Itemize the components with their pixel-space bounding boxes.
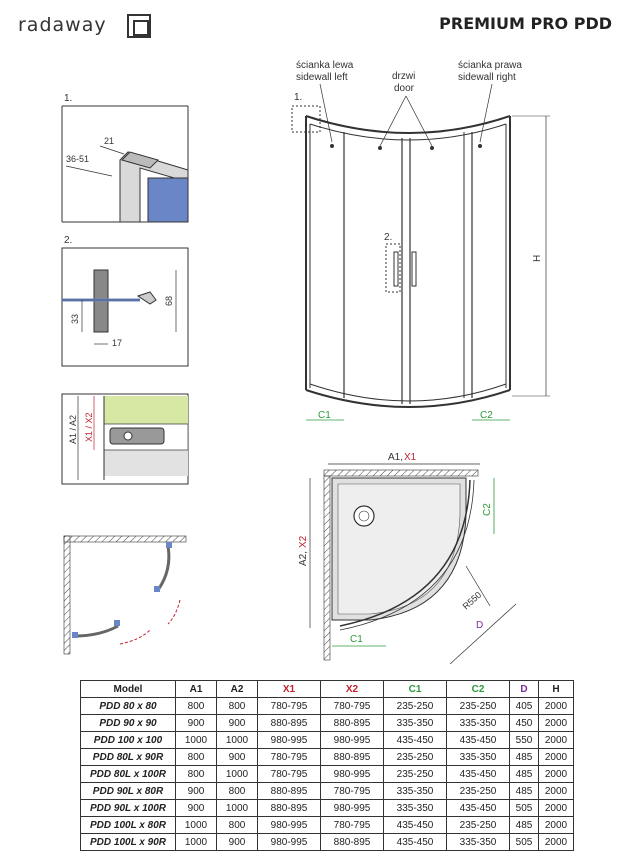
table-cell-h: 2000 — [539, 817, 574, 834]
col-c2: C2 — [447, 681, 510, 698]
table-cell-c1: 435-450 — [384, 817, 447, 834]
table-cell-x2: 980-995 — [321, 800, 384, 817]
table-cell-x1: 880-895 — [258, 715, 321, 732]
table-cell-h: 2000 — [539, 715, 574, 732]
table-row — [81, 834, 574, 851]
detail-3 — [62, 394, 188, 484]
front-view — [292, 60, 550, 421]
table-cell-c1: 235-250 — [384, 749, 447, 766]
table-cell-d: 485 — [510, 817, 539, 834]
table-cell-c2: 235-250 — [447, 817, 510, 834]
table-cell-d: 450 — [510, 715, 539, 732]
detail-2 — [62, 235, 188, 366]
plan-dim-c2: C2 — [482, 503, 493, 516]
front-dim-c1: C1 — [318, 410, 331, 421]
table-cell-a2: 1000 — [217, 800, 258, 817]
plan-dim-top-alt: X1 — [404, 452, 417, 463]
table-cell-c2: 235-250 — [447, 698, 510, 715]
table-row — [81, 732, 574, 749]
table-cell-model: PDD 90L x 80R — [81, 783, 176, 800]
table-cell-c1: 235-250 — [384, 698, 447, 715]
table-cell-x2: 880-895 — [321, 834, 384, 851]
table-cell-a2: 900 — [217, 749, 258, 766]
table-cell-a1: 1000 — [176, 817, 217, 834]
detail-1-label: 1. — [64, 93, 73, 104]
sidewall-right-label-pl: ścianka prawa — [458, 60, 522, 71]
table-cell-model: PDD 100 x 100 — [81, 732, 176, 749]
table-cell-d: 485 — [510, 749, 539, 766]
table-cell-a2: 800 — [217, 698, 258, 715]
detail-3-dim-alt: X1 / X2 — [84, 412, 94, 442]
table-row — [81, 800, 574, 817]
table-cell-a1: 800 — [176, 766, 217, 783]
plan-dim-side-main: A2, — [298, 550, 309, 566]
table-cell-x2: 980-995 — [321, 732, 384, 749]
col-d: D — [510, 681, 539, 698]
table-cell-c2: 335-350 — [447, 715, 510, 732]
table-cell-d: 485 — [510, 783, 539, 800]
table-cell-d: 405 — [510, 698, 539, 715]
table-row — [81, 766, 574, 783]
table-cell-h: 2000 — [539, 800, 574, 817]
col-a2: A2 — [217, 681, 258, 698]
spec-table-body — [81, 698, 574, 851]
table-cell-a2: 1000 — [217, 766, 258, 783]
table-cell-x1: 980-995 — [258, 817, 321, 834]
table-cell-c2: 235-250 — [447, 783, 510, 800]
table-cell-model: PDD 80L x 100R — [81, 766, 176, 783]
table-cell-model: PDD 100L x 80R — [81, 817, 176, 834]
spec-table — [80, 680, 574, 851]
table-cell-a2: 800 — [217, 783, 258, 800]
table-cell-c1: 435-450 — [384, 834, 447, 851]
col-h: H — [539, 681, 574, 698]
col-a1: A1 — [176, 681, 217, 698]
table-header-row — [81, 681, 574, 698]
table-cell-c2: 335-350 — [447, 749, 510, 766]
table-cell-c2: 335-350 — [447, 834, 510, 851]
table-cell-a1: 1000 — [176, 834, 217, 851]
table-cell-h: 2000 — [539, 749, 574, 766]
table-cell-x2: 780-795 — [321, 698, 384, 715]
table-cell-model: PDD 90 x 90 — [81, 715, 176, 732]
table-row — [81, 715, 574, 732]
table-cell-a1: 1000 — [176, 732, 217, 749]
table-cell-model: PDD 100L x 90R — [81, 834, 176, 851]
table-row — [81, 817, 574, 834]
table-cell-model: PDD 80 x 80 — [81, 698, 176, 715]
table-cell-c1: 235-250 — [384, 766, 447, 783]
front-dim-c2: C2 — [480, 410, 493, 421]
table-cell-c1: 335-350 — [384, 800, 447, 817]
table-cell-x1: 980-995 — [258, 834, 321, 851]
sidewall-right-label-en: sidewall right — [458, 72, 516, 83]
table-cell-model: PDD 80L x 90R — [81, 749, 176, 766]
table-row — [81, 749, 574, 766]
table-cell-model: PDD 90L x 100R — [81, 800, 176, 817]
table-cell-a1: 900 — [176, 783, 217, 800]
table-cell-h: 2000 — [539, 783, 574, 800]
col-model: Model — [81, 681, 176, 698]
table-cell-x1: 880-895 — [258, 783, 321, 800]
table-cell-h: 2000 — [539, 766, 574, 783]
table-cell-c2: 435-450 — [447, 766, 510, 783]
table-cell-x2: 780-795 — [321, 817, 384, 834]
detail-3-dim-main: A1 / A2 — [68, 414, 78, 444]
table-cell-h: 2000 — [539, 732, 574, 749]
plan-dim-top-main: A1, — [388, 452, 404, 463]
col-c1: C1 — [384, 681, 447, 698]
table-cell-a2: 900 — [217, 715, 258, 732]
table-cell-a1: 900 — [176, 715, 217, 732]
door-label-en: door — [394, 83, 415, 94]
table-cell-x1: 780-795 — [258, 766, 321, 783]
table-cell-h: 2000 — [539, 698, 574, 715]
table-cell-c1: 335-350 — [384, 783, 447, 800]
brand-logo: radaway — [18, 14, 107, 36]
table-cell-d: 485 — [510, 766, 539, 783]
table-cell-x2: 880-895 — [321, 749, 384, 766]
table-cell-c2: 435-450 — [447, 732, 510, 749]
door-label-pl: drzwi — [392, 71, 416, 82]
door-swing-plan — [64, 536, 186, 654]
detail-2-label: 2. — [64, 235, 73, 246]
sidewall-left-label-en: sidewall left — [296, 72, 348, 83]
col-x2: X2 — [321, 681, 384, 698]
table-cell-d: 505 — [510, 800, 539, 817]
table-row — [81, 783, 574, 800]
table-cell-c1: 335-350 — [384, 715, 447, 732]
table-cell-x1: 980-995 — [258, 732, 321, 749]
table-cell-a1: 900 — [176, 800, 217, 817]
table-cell-d: 505 — [510, 834, 539, 851]
plan-dim-side-alt: X2 — [298, 535, 309, 548]
detail-2-dim-a: 68 — [164, 295, 174, 306]
table-cell-a2: 800 — [217, 817, 258, 834]
table-cell-x2: 980-995 — [321, 766, 384, 783]
plan-dim-c1: C1 — [350, 634, 363, 645]
detail-2-dim-c: 17 — [112, 338, 123, 348]
table-cell-c1: 435-450 — [384, 732, 447, 749]
plan-view — [298, 452, 516, 664]
table-cell-a1: 800 — [176, 749, 217, 766]
detail-1-dim-b: 36-51 — [66, 154, 90, 164]
detail-1-dim-a: 21 — [104, 136, 115, 146]
table-cell-c2: 435-450 — [447, 800, 510, 817]
plan-dim-d: D — [476, 620, 484, 631]
table-cell-a2: 900 — [217, 834, 258, 851]
detail-1 — [62, 93, 188, 222]
marker-1: 1. — [294, 92, 303, 103]
detail-2-dim-b: 33 — [70, 313, 80, 324]
table-cell-a1: 800 — [176, 698, 217, 715]
table-cell-x1: 880-895 — [258, 800, 321, 817]
col-x1: X1 — [258, 681, 321, 698]
sidewall-left-label-pl: ścianka lewa — [296, 60, 354, 71]
front-dim-h: H — [532, 254, 543, 262]
marker-2: 2. — [384, 232, 393, 243]
table-cell-x2: 880-895 — [321, 715, 384, 732]
table-cell-x1: 780-795 — [258, 698, 321, 715]
table-row — [81, 698, 574, 715]
table-cell-h: 2000 — [539, 834, 574, 851]
product-title: PREMIUM PRO PDD — [439, 14, 612, 33]
table-cell-a2: 1000 — [217, 732, 258, 749]
table-cell-x2: 780-795 — [321, 783, 384, 800]
table-cell-x1: 780-795 — [258, 749, 321, 766]
plan-radius: R550 — [460, 589, 484, 612]
table-cell-d: 550 — [510, 732, 539, 749]
